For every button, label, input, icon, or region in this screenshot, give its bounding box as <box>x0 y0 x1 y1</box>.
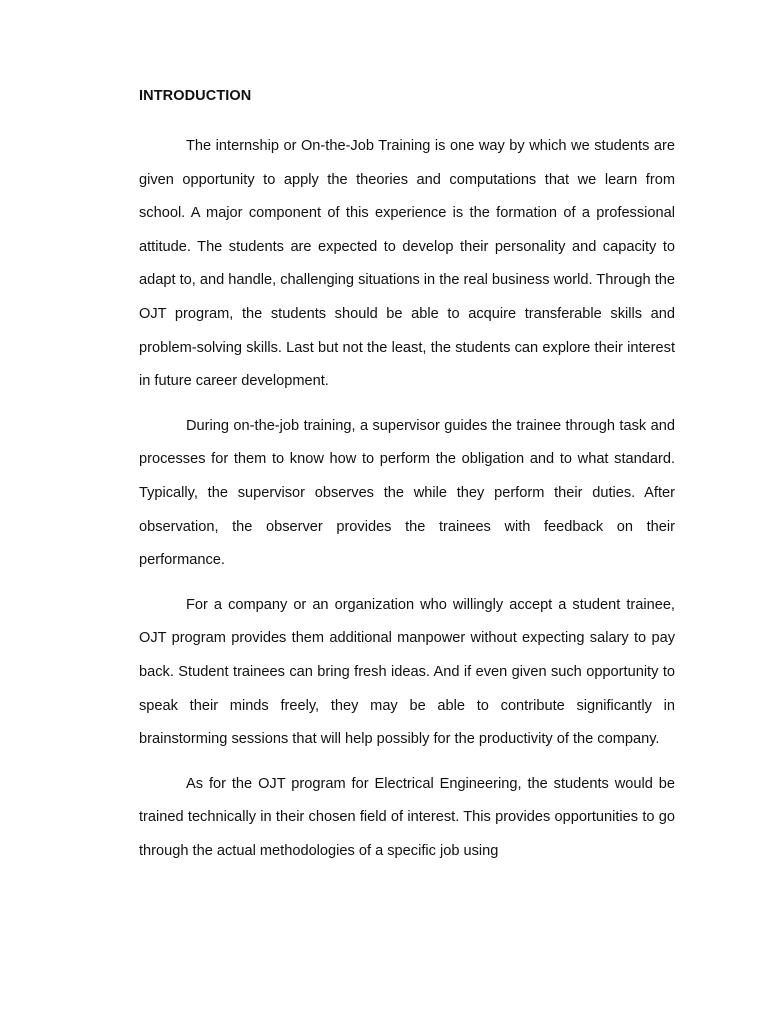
section-heading: INTRODUCTION <box>139 88 252 104</box>
paragraph-supervisor-role: During on-the-job training, a supervisor guides the trainee through task and processes for them to know how to perform the obligation and to what standard. Typically, the supervisor observes the while they perform their duties. After observation, the observer provides the trainees with feedback on their performance. <box>139 417 675 569</box>
paragraph-electrical-engineering: As for the OJT program for Electrical Engineering, the students would be trained technically in their chosen field of interest. This provides opportunities to go through the actual methodologies of a specific job using <box>139 775 675 859</box>
paragraph-ojt-overview: The internship or On-the-Job Training is one way by which we students are given opportunity to apply the theories and computations that we learn from school. A major component of this experience is the formation of a professional attitude. The students are expected to develop their personality and capacity to adapt to, and handle, challenging situations in the real business world. Through the OJT program, the students should be able to acquire transferable skills and problem-solving skills. Last but not the least, the students can explore their interest in future career development. <box>139 138 676 390</box>
document-body <box>139 85 675 879</box>
paragraph-company-benefits: For a company or an organization who willingly accept a student trainee, OJT program provides them additional manpower without expecting salary to pay back. Student trainees can bring fresh ideas. And if even given such opportunity to speak their minds freely, they may be able to contribute significantly in brainstorming sessions that will help possibly for the productivity of the company. <box>139 596 675 748</box>
